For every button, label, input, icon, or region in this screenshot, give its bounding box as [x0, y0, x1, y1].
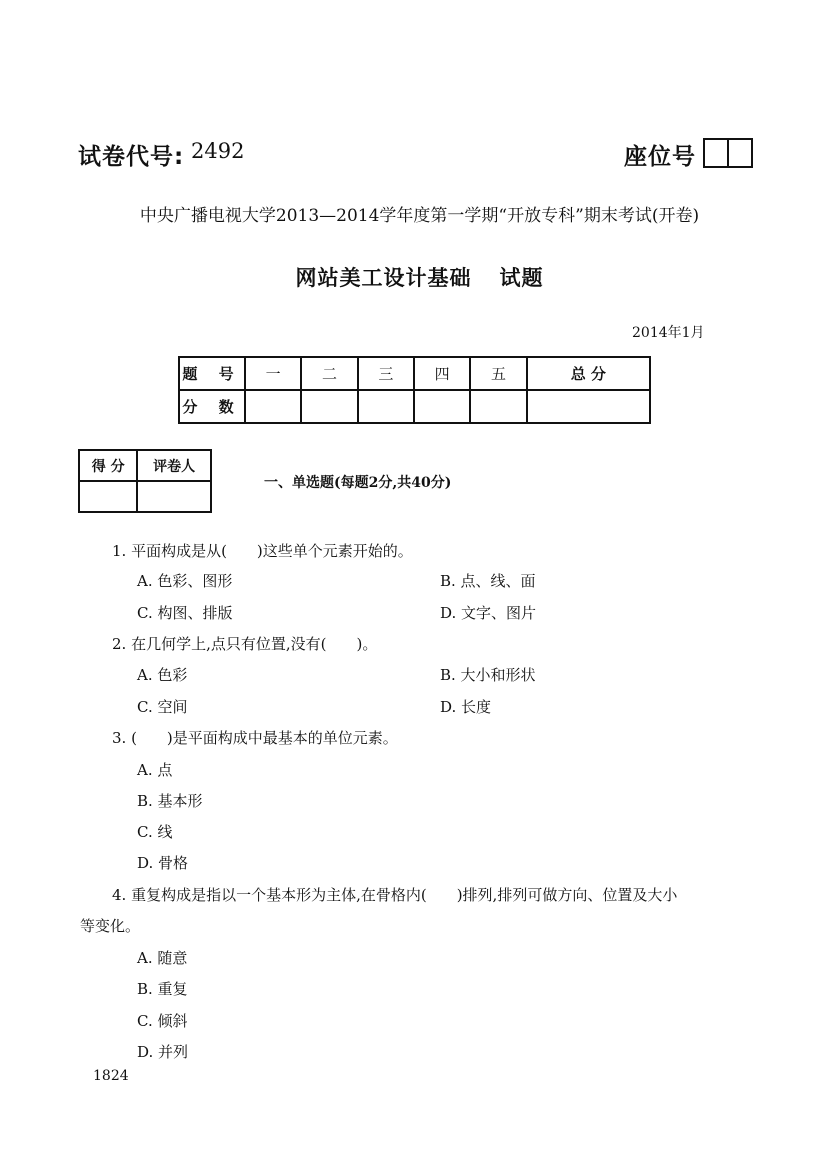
score-table-score-row: [179, 390, 650, 423]
score-label: 得 分: [79, 450, 137, 481]
score-cell: [358, 390, 414, 423]
section-title: 一、单选题(每题2分,共40分): [264, 475, 452, 491]
question-4-option-d: D. 并列: [137, 1043, 189, 1061]
grader-blank-cell: [137, 481, 211, 512]
total-score-header: 总 分: [527, 357, 650, 390]
grader-table: [78, 449, 212, 513]
question-4-text-line-1: 4. 重复构成是指以一个基本形为主体,在骨格内( )排列,排列可做方向、位置及大小: [112, 886, 678, 904]
score-blank-cell: [79, 481, 137, 512]
question-4-option-c: C. 倾斜: [137, 1012, 188, 1030]
question-1-option-c: C. 构图、排版: [137, 604, 233, 622]
question-3-option-b: B. 基本形: [137, 792, 203, 810]
seat-box: [705, 140, 727, 166]
score-cell: [470, 390, 526, 423]
score-cell: [414, 390, 470, 423]
question-3-text: 3. ( )是平面构成中最基本的单位元素。: [112, 729, 398, 747]
exam-subtitle: 中央广播电视大学2013—2014学年度第一学期“开放专科”期末考试(开卷): [139, 206, 700, 226]
question-1-option-a: A. 色彩、图形: [137, 572, 233, 590]
score-column-header: 二: [301, 357, 357, 390]
score-cell: [245, 390, 301, 423]
question-2-option-c: C. 空间: [137, 698, 188, 716]
question-4-option-b: B. 重复: [137, 980, 188, 998]
score-column-header: 一: [245, 357, 301, 390]
question-1-option-b: B. 点、线、面: [440, 572, 536, 590]
course-name: 网站美工设计基础: [295, 266, 472, 290]
score-table-header-row: [179, 357, 650, 390]
score-column-header: 五: [470, 357, 526, 390]
question-2-text: 2. 在几何学上,点只有位置,没有( )。: [112, 635, 378, 653]
score-column-header: 四: [414, 357, 470, 390]
exam-date: 2014年1月: [632, 325, 705, 341]
total-score-cell: [527, 390, 650, 423]
question-2-option-b: B. 大小和形状: [440, 666, 536, 684]
paper-kind: 试题: [499, 266, 544, 290]
exam-code-value: 2492: [191, 139, 245, 163]
paper-title: [0, 262, 839, 292]
seat-number-label: 座位号: [624, 144, 696, 170]
question-3-option-c: C. 线: [137, 823, 173, 841]
score-table: [178, 356, 651, 424]
question-3-option-a: A. 点: [137, 761, 173, 779]
grader-table-header-row: [79, 450, 211, 481]
page-number: 1824: [93, 1068, 129, 1084]
question-2-option-a: A. 色彩: [137, 666, 188, 684]
score-column-header: 三: [358, 357, 414, 390]
question-1-option-d: D. 文字、图片: [440, 604, 537, 622]
question-4-text-line-2: 等变化。: [80, 917, 141, 935]
question-4-option-a: A. 随意: [137, 949, 188, 967]
question-3-option-d: D. 骨格: [137, 854, 189, 872]
score-cell: [301, 390, 357, 423]
seat-box: [727, 140, 751, 166]
grader-table-blank-row: [79, 481, 211, 512]
exam-code-label: 试卷代号:: [78, 144, 185, 170]
question-number-label: 题 号: [179, 357, 245, 390]
score-row-label: 分 数: [179, 390, 245, 423]
grader-label: 评卷人: [137, 450, 211, 481]
seat-number-boxes: [703, 138, 753, 168]
question-2-option-d: D. 长度: [440, 698, 492, 716]
question-1-text: 1. 平面构成是从( )这些单个元素开始的。: [112, 542, 413, 560]
